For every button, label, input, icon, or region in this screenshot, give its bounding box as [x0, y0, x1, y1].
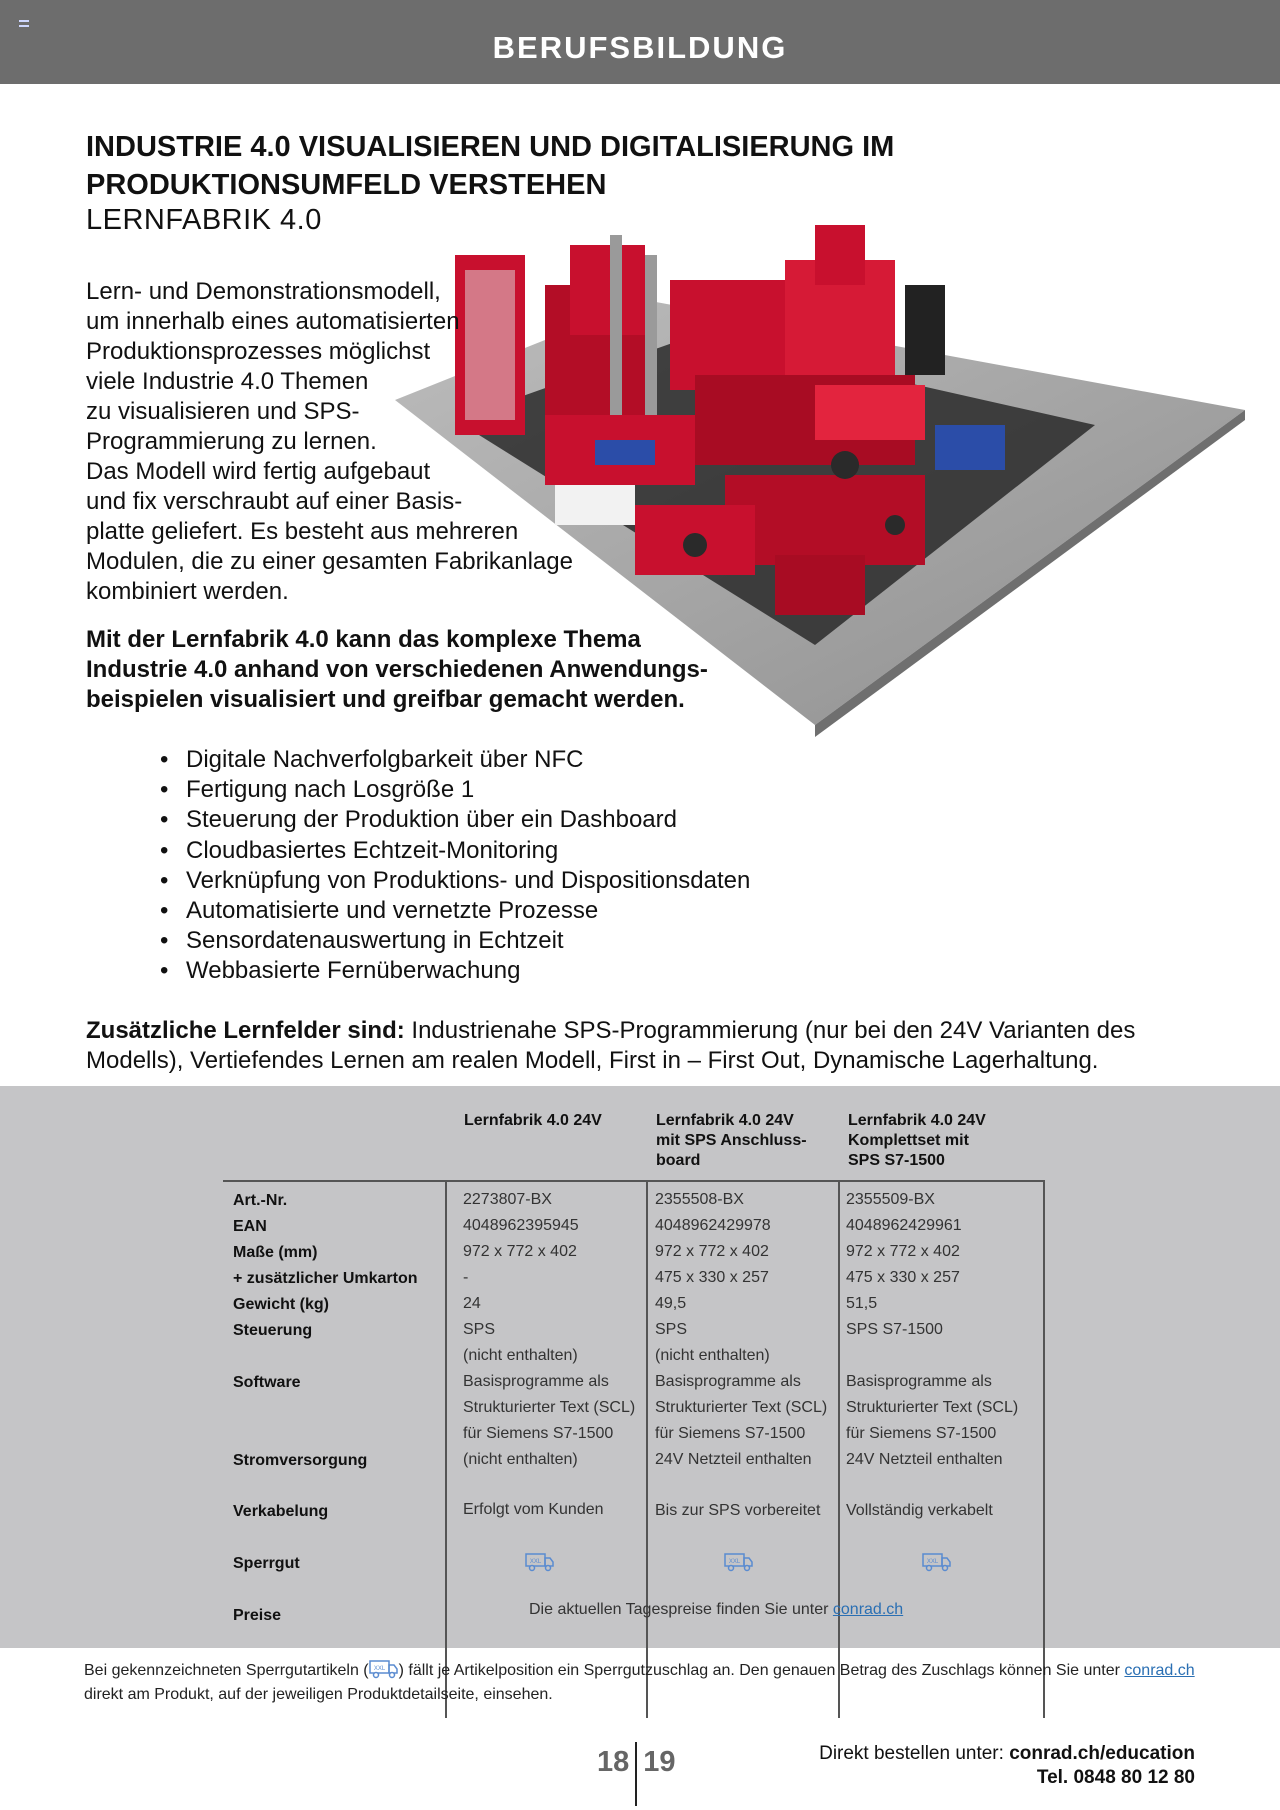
lead-paragraph: Mit der Lernfabrik 4.0 kann das komplexe Thema Industrie 4.0 anhand von verschiedenen Anwendungs- beispielen visualisiert und greifbar gemacht werden. [86, 626, 708, 713]
page-subheading: LERNFABRIK 4.0 [86, 204, 322, 236]
additional-fields-text: Industrienahe SPS-Programmierung (nur bei den 24V Varianten des Modells), Vertiefendes Lernen am realen Modell, First in – First Out, Dynamische Lagerhaltung. [86, 1017, 1136, 1074]
table-cell: Erfolgt vom Kunden [463, 1501, 604, 1518]
xxl-truck-icon [922, 1552, 952, 1572]
row-label-software: Software [233, 1374, 301, 1391]
list-item: • Webbasierte Fernüberwachung [160, 956, 750, 986]
page-number-right: 19 [643, 1746, 676, 1778]
row-label-steuerung: Steuerung [233, 1322, 313, 1339]
xxl-truck-icon [369, 1659, 399, 1679]
intro-paragraph: Lern- und Demonstrationsmodell, um innerhalb eines automatisierten Produktionsprozesses möglichst viele Industrie 4.0 Themen zu visualisieren und SPS- Programmierung zu lernen. Das Modell wird fertig aufgebaut und fix verschraubt auf einer Basis- platte geliefert. Es besteht aus mehreren Modulen, die zu einer gesamten Fabrikanlage kombiniert werden. [86, 278, 573, 605]
column-divider [646, 1180, 648, 1718]
page-heading: INDUSTRIE 4.0 VISUALISIEREN UND DIGITALISIERUNG IM PRODUKTIONSUMFELD VERSTEHEN [86, 131, 895, 201]
table-header-divider [223, 1180, 1045, 1182]
page-number-left: 18 [597, 1746, 630, 1778]
svg-text:XXL: XXL [529, 1559, 542, 1565]
price-note-text: Die aktuellen Tagespreise finden Sie unter [529, 1601, 833, 1618]
row-label-masse: Maße (mm) [233, 1244, 318, 1261]
column-header-sps-board: Lernfabrik 4.0 24V mit SPS Anschluss- board [656, 1112, 807, 1169]
xxl-truck-icon [724, 1552, 754, 1572]
column-header-24v: Lernfabrik 4.0 24V [464, 1112, 602, 1129]
order-url[interactable]: conrad.ch/education [1009, 1743, 1195, 1764]
spec-table [0, 1086, 1280, 1648]
additional-fields [86, 1016, 1216, 1076]
column-header-komplettset: Lernfabrik 4.0 24V Komplettset mit SPS S7-1500 [848, 1112, 986, 1169]
row-label-strom: Stromversorgung [233, 1452, 368, 1469]
row-label-art: Art.-Nr. [233, 1192, 288, 1209]
row-label-gewicht: Gewicht (kg) [233, 1296, 330, 1313]
svg-text:XXL: XXL [926, 1559, 939, 1565]
column-divider [445, 1180, 447, 1718]
table-cell: 2355508-BX 4048962429978 972 x 772 x 402 475 x 330 x 257 49,5 SPS (nicht enthalten) Basisprogramme als Strukturierter Text (SCL) für Siemens S7-1500 24V Netzteil enthalten [655, 1191, 828, 1468]
svg-text:XXL: XXL [728, 1559, 741, 1565]
svg-text:XXL: XXL [373, 1666, 385, 1672]
table-cell: Bis zur SPS vorbereitet [655, 1502, 821, 1519]
list-item: • Digitale Nachverfolgbarkeit über NFC [160, 745, 750, 775]
additional-fields-label: Zusätzliche Lernfelder sind: [86, 1017, 405, 1044]
list-item: • Sensordatenauswertung in Echtzeit [160, 926, 750, 956]
feature-list [160, 745, 750, 987]
xxl-truck-icon [525, 1552, 555, 1572]
table-cell: 2273807-BX 4048962395945 972 x 772 x 402 - 24 SPS (nicht enthalten) Basisprogramme als Strukturierter Text (SCL) für Siemens S7-1500 (nicht enthalten) [463, 1191, 636, 1468]
column-divider [1043, 1180, 1045, 1718]
footnote [84, 1659, 1204, 1707]
order-label: Direkt bestellen unter: [819, 1743, 1010, 1764]
list-item: • Cloudbasiertes Echtzeit-Monitoring [160, 836, 750, 866]
section-title: BERUFSBILDUNG [492, 30, 788, 65]
list-item: • Automatisierte und vernetzte Prozesse [160, 896, 750, 926]
footnote-text: ) fällt je Artikelposition ein Sperrgutzuschlag an. Den genauen Betrag des Zuschlags können Sie unter [398, 1662, 1125, 1679]
column-divider [838, 1180, 840, 1718]
price-note [529, 1601, 903, 1619]
footnote-text: direkt am Produkt, auf der jeweiligen Produktdetailseite, einsehen. [84, 1686, 553, 1703]
page-number-divider [635, 1742, 637, 1806]
top-bar [0, 0, 1280, 84]
table-cell: Vollständig verkabelt [846, 1502, 993, 1519]
row-label-verkabelung: Verkabelung [233, 1503, 329, 1520]
conrad-link[interactable]: conrad.ch [832, 1601, 904, 1618]
menu-icon[interactable] [19, 20, 29, 27]
table-cell: 2355509-BX 4048962429961 972 x 772 x 402 475 x 330 x 257 51,5 SPS S7-1500 Basisprogramme als Strukturierter Text (SCL) für Siemens S7-1500 24V Netzteil enthalten [846, 1191, 1019, 1468]
page-numbers [597, 1742, 676, 1806]
order-phone: Tel. 0848 80 12 80 [1036, 1767, 1195, 1788]
list-item: • Steuerung der Produktion über ein Dashboard [160, 805, 750, 835]
intro-text [86, 277, 626, 607]
order-info [819, 1742, 1195, 1790]
conrad-link[interactable]: conrad.ch [1124, 1662, 1195, 1679]
footnote-text: Bei gekennzeichneten Sperrgutartikeln ( [84, 1662, 369, 1679]
list-item: • Verknüpfung von Produktions- und Dispositionsdaten [160, 866, 750, 896]
row-label-preise: Preise [233, 1607, 282, 1624]
list-item: • Fertigung nach Losgröße 1 [160, 775, 750, 805]
row-label-sperrgut: Sperrgut [233, 1555, 300, 1572]
row-label-umkarton: + zusätzlicher Umkarton [233, 1270, 418, 1287]
row-label-ean: EAN [233, 1218, 267, 1235]
